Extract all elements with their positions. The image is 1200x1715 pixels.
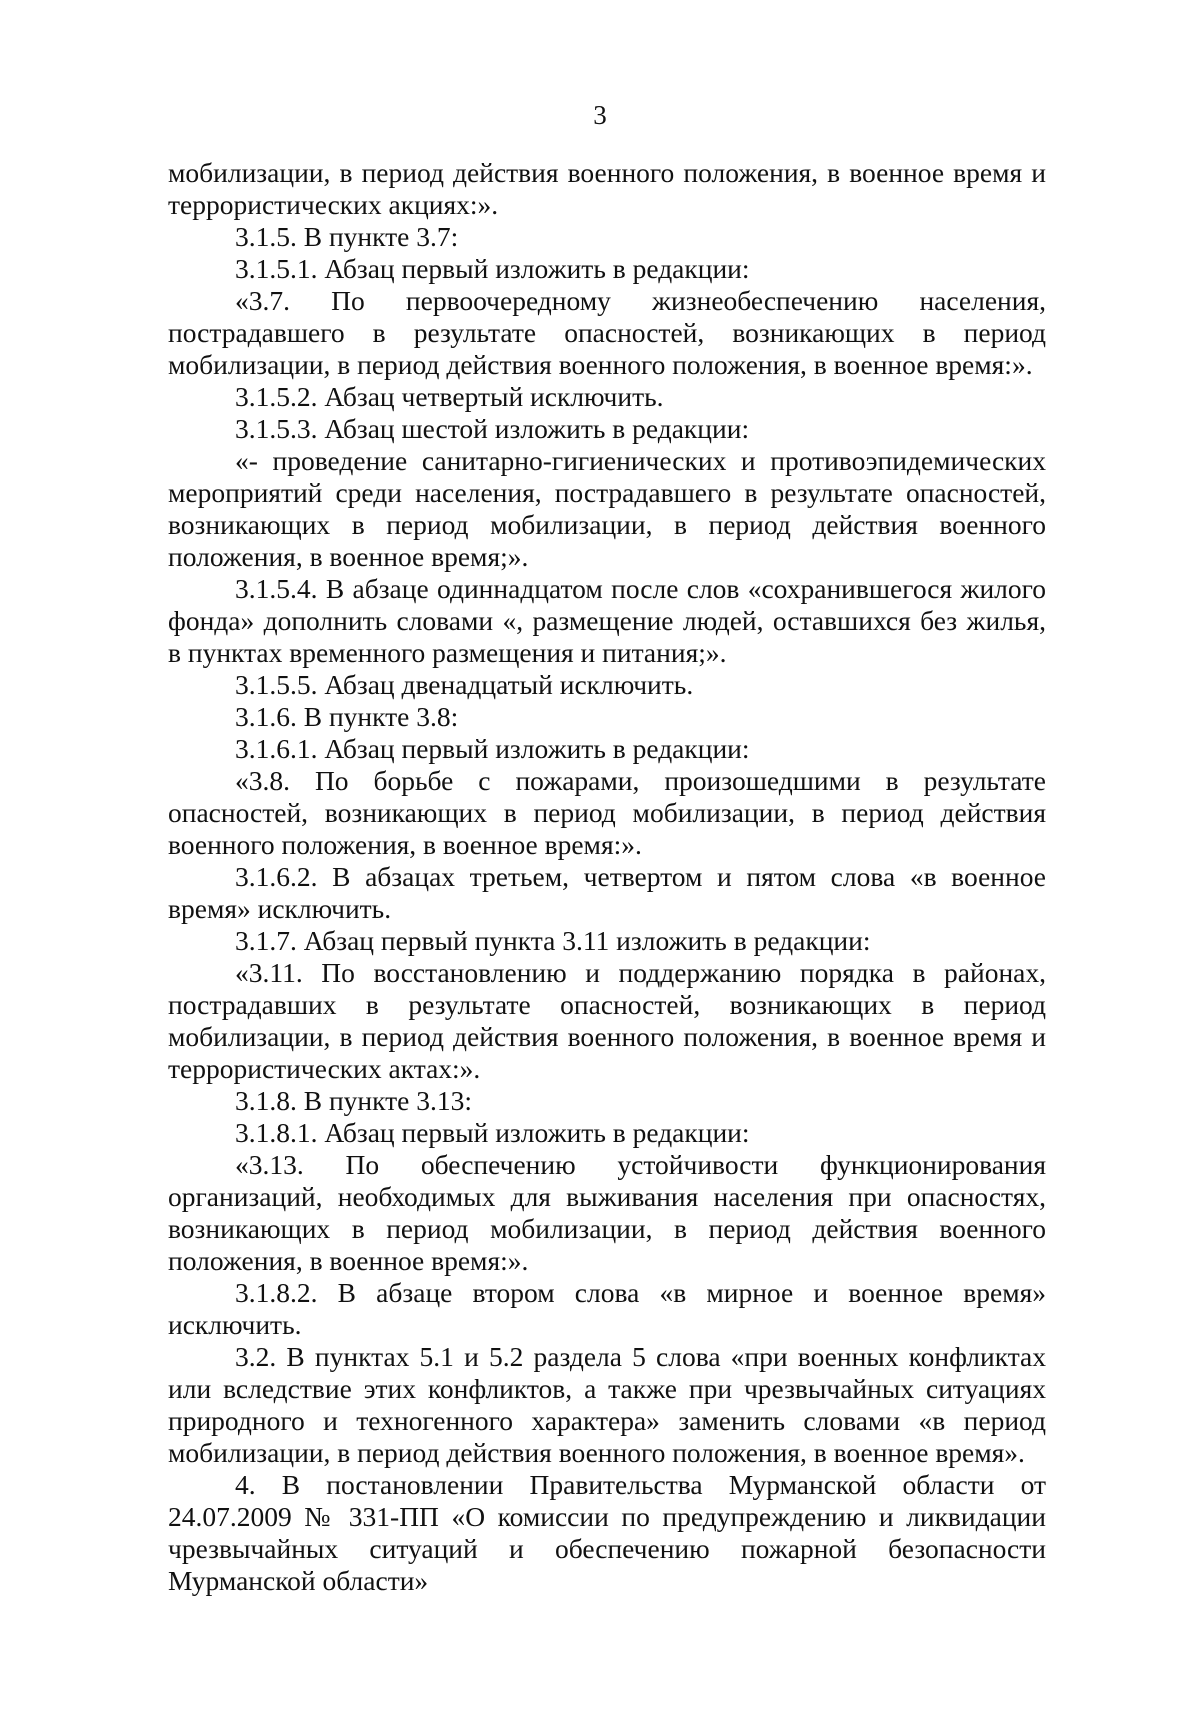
paragraph-3-1-5-1: 3.1.5.1. Абзац первый изложить в редакции: [235, 253, 750, 284]
paragraph-quote-3-8: «3.8. По борьбе с пожарами, произошедшими в результате опасностей, возникающих в период мобилизации, в период действия военного положения, в военное время:». [168, 765, 1046, 860]
paragraph-3-1-5: 3.1.5. В пункте 3.7: [235, 221, 459, 252]
paragraph-quote-sanitary: «- проведение санитарно-гигиенических и противоэпидемических мероприятий среди населения, пострадавшего в результате опасностей, возникающих в период мобилизации, в период действия военного положения, в военное время;». [168, 445, 1046, 572]
page-number: 3 [593, 100, 607, 130]
paragraph-3-1-5-4: 3.1.5.4. В абзаце одиннадцатом после слов «сохранившегося жилого фонда» дополнить словами «, размещение людей, оставшихся без жилья, в пунктах временного размещения и питания;». [168, 573, 1046, 668]
paragraph-4: 4. В постановлении Правительства Мурманской области от 24.07.2009 № 331-ПП «О комиссии по предупреждению и ликвидации чрезвычайных ситуаций и обеспечению пожарной безопасности Мурманской области» [168, 1469, 1046, 1596]
paragraph-3-1-7: 3.1.7. Абзац первый пункта 3.11 изложить в редакции: [235, 925, 871, 956]
paragraph-3-2: 3.2. В пунктах 5.1 и 5.2 раздела 5 слова «при военных конфликтах или вследствие этих конфликтов, а также при чрезвычайных ситуациях природного и техногенного характера» заменить словами «в период мобилизации, в период действия военного положения, в военное время». [168, 1341, 1046, 1468]
paragraph-3-1-6-2: 3.1.6.2. В абзацах третьем, четвертом и пятом слова «в военное время» исключить. [168, 861, 1046, 924]
paragraph-3-1-5-2: 3.1.5.2. Абзац четвертый исключить. [235, 381, 664, 412]
paragraph-3-1-6-1: 3.1.6.1. Абзац первый изложить в редакции: [235, 733, 750, 764]
paragraph-quote-3-7: «3.7. По первоочередному жизнеобеспечению населения, пострадавшего в результате опасностей, возникающих в период мобилизации, в период действия военного положения, в военное время:». [168, 285, 1046, 380]
paragraph-3-1-8-2: 3.1.8.2. В абзаце втором слова «в мирное и военное время» исключить. [168, 1277, 1046, 1340]
document-body [168, 157, 1046, 1597]
paragraph-quote-3-13: «3.13. По обеспечению устойчивости функционирования организаций, необходимых для выживания населения при опасностях, возникающих в период мобилизации, в период действия военного положения, в военное время:». [168, 1149, 1046, 1276]
paragraph-3-1-6: 3.1.6. В пункте 3.8: [235, 701, 459, 732]
paragraph-3-1-8-1: 3.1.8.1. Абзац первый изложить в редакции: [235, 1117, 750, 1148]
paragraph-3-1-8: 3.1.8. В пункте 3.13: [235, 1085, 473, 1116]
paragraph-3-1-5-5: 3.1.5.5. Абзац двенадцатый исключить. [235, 669, 694, 700]
paragraph-quote-3-11: «3.11. По восстановлению и поддержанию порядка в районах, пострадавших в результате опасностей, возникающих в период мобилизации, в период действия военного положения, в военное время и террористических актах:». [168, 957, 1046, 1084]
paragraph-continuation: мобилизации, в период действия военного положения, в военное время и террористических акциях:». [168, 157, 1046, 220]
paragraph-3-1-5-3: 3.1.5.3. Абзац шестой изложить в редакции: [235, 413, 750, 444]
